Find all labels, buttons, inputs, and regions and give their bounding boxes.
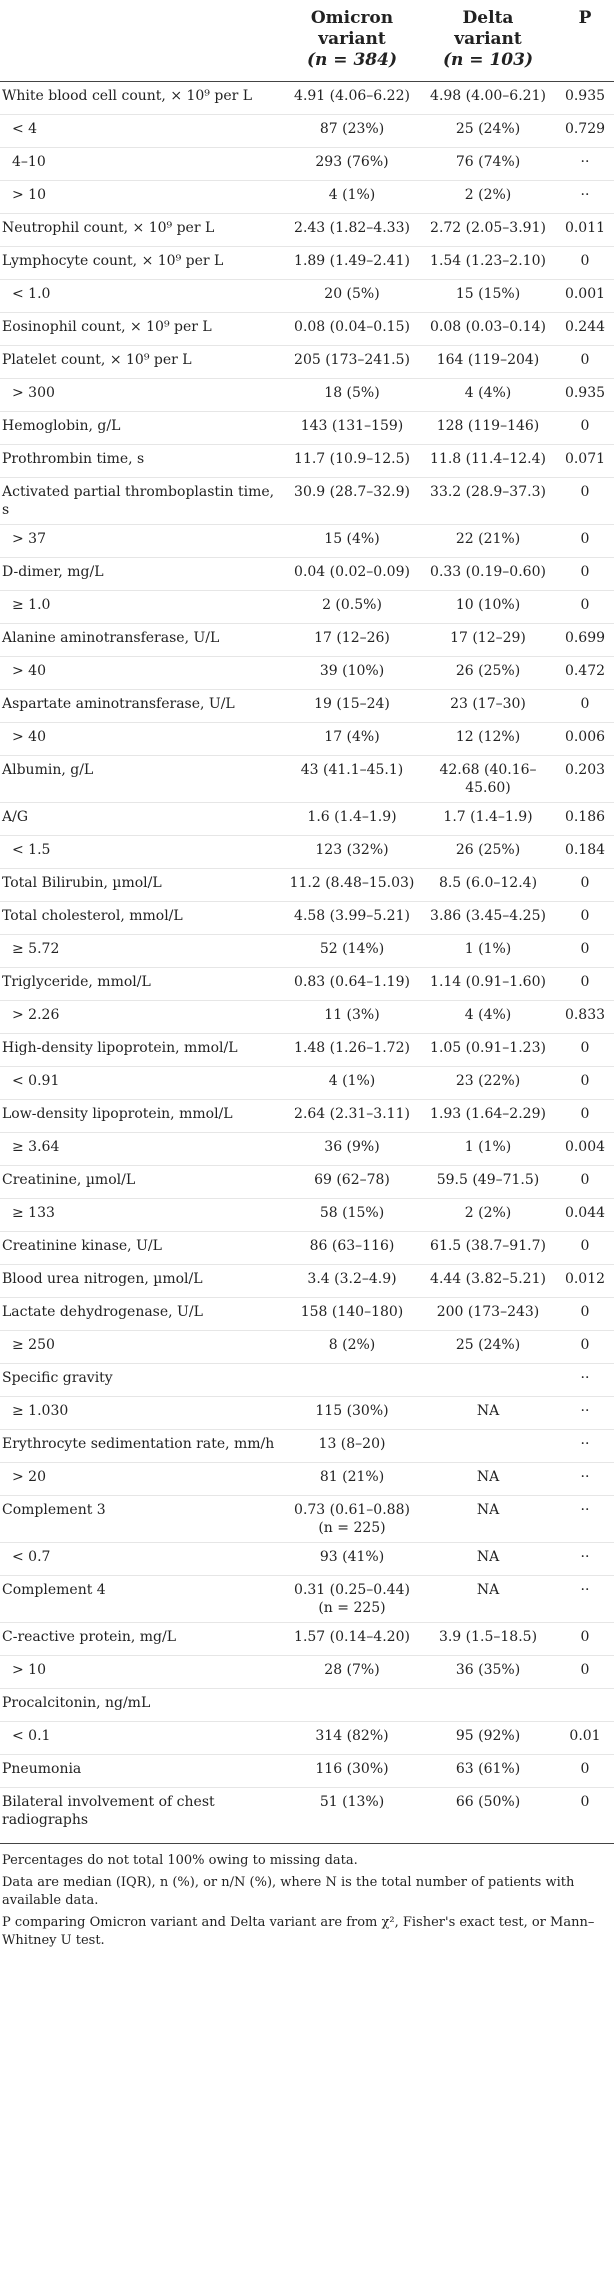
table-row: [0, 1034, 614, 1067]
row-label: < 1.0: [0, 280, 284, 313]
table-row: [0, 1430, 614, 1463]
row-label: C-reactive protein, mg/L: [0, 1623, 284, 1656]
row-label: Neutrophil count, × 10⁹ per L: [0, 214, 284, 247]
row-label: Total cholesterol, mmol/L: [0, 902, 284, 935]
omicron-value: 0.31 (0.25–0.44) (n = 225): [284, 1576, 420, 1623]
omicron-value: 18 (5%): [284, 379, 420, 412]
delta-value: 33.2 (28.9–37.3): [420, 478, 556, 525]
delta-value: NA: [420, 1543, 556, 1576]
p-value: 0: [556, 1656, 614, 1689]
table-row: [0, 1133, 614, 1166]
table-row: [0, 1199, 614, 1232]
table-row: [0, 280, 614, 313]
footnote-missing-data: Percentages do not total 100% owing to missing data.: [2, 1853, 358, 1868]
delta-value: 1.7 (1.4–1.9): [420, 803, 556, 836]
p-value: 0: [556, 558, 614, 591]
table-row: [0, 313, 614, 346]
p-value: 0.001: [556, 280, 614, 313]
omicron-value: 51 (13%): [284, 1788, 420, 1840]
row-label: ≥ 3.64: [0, 1133, 284, 1166]
p-value: 0: [556, 346, 614, 379]
delta-value: 3.9 (1.5–18.5): [420, 1623, 556, 1656]
omicron-value: 8 (2%): [284, 1331, 420, 1364]
row-label: High-density lipoprotein, mmol/L: [0, 1034, 284, 1067]
row-label: < 4: [0, 115, 284, 148]
p-value: 0.071: [556, 445, 614, 478]
delta-value: 200 (173–243): [420, 1298, 556, 1331]
table-row: [0, 803, 614, 836]
table-row: [0, 247, 614, 280]
row-label: Erythrocyte sedimentation rate, mm/h: [0, 1430, 284, 1463]
table-row: [0, 558, 614, 591]
omicron-value: 314 (82%): [284, 1722, 420, 1755]
omicron-value: 93 (41%): [284, 1543, 420, 1576]
delta-value: 0.08 (0.03–0.14): [420, 313, 556, 346]
delta-value: [420, 1689, 556, 1722]
row-label: > 10: [0, 1656, 284, 1689]
table-row: [0, 591, 614, 624]
p-value: 0.044: [556, 1199, 614, 1232]
omicron-value: 4.91 (4.06–6.22): [284, 82, 420, 115]
p-value: 0: [556, 1623, 614, 1656]
table-body: [0, 82, 614, 1840]
p-value: 0: [556, 1298, 614, 1331]
row-label: < 0.7: [0, 1543, 284, 1576]
row-label: Alanine aminotransferase, U/L: [0, 624, 284, 657]
row-label: Procalcitonin, ng/mL: [0, 1689, 284, 1722]
omicron-value: 3.4 (3.2–4.9): [284, 1265, 420, 1298]
table-row: [0, 445, 614, 478]
omicron-value: 11 (3%): [284, 1001, 420, 1034]
omicron-value: 158 (140–180): [284, 1298, 420, 1331]
row-label: Hemoglobin, g/L: [0, 412, 284, 445]
table-row: [0, 1496, 614, 1543]
p-value: ··: [556, 148, 614, 181]
p-value: 0: [556, 478, 614, 525]
delta-value: 26 (25%): [420, 836, 556, 869]
omicron-value: 123 (32%): [284, 836, 420, 869]
omicron-value: 86 (63–116): [284, 1232, 420, 1265]
delta-value: 10 (10%): [420, 591, 556, 624]
row-label: Specific gravity: [0, 1364, 284, 1397]
omicron-value: [284, 1364, 420, 1397]
p-value: 0: [556, 1034, 614, 1067]
row-label: Complement 3: [0, 1496, 284, 1543]
header-omicron-n: (n = 384): [306, 50, 397, 70]
table-row: [0, 1232, 614, 1265]
omicron-value: 20 (5%): [284, 280, 420, 313]
p-value: 0: [556, 935, 614, 968]
omicron-value: 19 (15–24): [284, 690, 420, 723]
p-value: 0: [556, 869, 614, 902]
row-label: Lactate dehydrogenase, U/L: [0, 1298, 284, 1331]
p-value: 0.935: [556, 82, 614, 115]
delta-value: 1.14 (0.91–1.60): [420, 968, 556, 1001]
omicron-value: 17 (4%): [284, 723, 420, 756]
row-label: > 300: [0, 379, 284, 412]
p-value: 0.203: [556, 756, 614, 803]
header-omicron-line1: Omicron: [310, 8, 394, 28]
p-value: 0.699: [556, 624, 614, 657]
omicron-value: 11.2 (8.48–15.03): [284, 869, 420, 902]
omicron-value: 4 (1%): [284, 181, 420, 214]
omicron-value: 81 (21%): [284, 1463, 420, 1496]
p-value: 0: [556, 1755, 614, 1788]
omicron-value: 205 (173–241.5): [284, 346, 420, 379]
p-value: 0.006: [556, 723, 614, 756]
p-value: 0.186: [556, 803, 614, 836]
table-row: [0, 148, 614, 181]
omicron-value: 11.7 (10.9–12.5): [284, 445, 420, 478]
p-value: [556, 1689, 614, 1722]
row-label: ≥ 1.030: [0, 1397, 284, 1430]
omicron-value: 39 (10%): [284, 657, 420, 690]
row-label: ≥ 1.0: [0, 591, 284, 624]
delta-value: 1 (1%): [420, 935, 556, 968]
p-value: 0: [556, 968, 614, 1001]
delta-value: 42.68 (40.16–45.60): [420, 756, 556, 803]
p-value: 0.011: [556, 214, 614, 247]
table-row: [0, 902, 614, 935]
table-row: [0, 756, 614, 803]
delta-value: 15 (15%): [420, 280, 556, 313]
row-label: Pneumonia: [0, 1755, 284, 1788]
p-value: ··: [556, 1430, 614, 1463]
p-value: ··: [556, 181, 614, 214]
p-value: 0: [556, 412, 614, 445]
row-label: Lymphocyte count, × 10⁹ per L: [0, 247, 284, 280]
p-value: ··: [556, 1543, 614, 1576]
row-label: Eosinophil count, × 10⁹ per L: [0, 313, 284, 346]
p-value: 0.01: [556, 1722, 614, 1755]
header-omicron-line2: variant: [318, 29, 386, 49]
table-row: [0, 624, 614, 657]
omicron-value: 52 (14%): [284, 935, 420, 968]
table-row: [0, 1166, 614, 1199]
row-label: Total Bilirubin, µmol/L: [0, 869, 284, 902]
header-omicron: [284, 0, 420, 82]
delta-value: 12 (12%): [420, 723, 556, 756]
delta-value: 36 (35%): [420, 1656, 556, 1689]
p-value: ··: [556, 1397, 614, 1430]
p-value: 0.935: [556, 379, 614, 412]
table-row: [0, 1788, 614, 1840]
row-label: > 2.26: [0, 1001, 284, 1034]
omicron-value: 0.73 (0.61–0.88) (n = 225): [284, 1496, 420, 1543]
footnote-statistics: P comparing Omicron variant and Delta variant are from χ², Fisher's exact test, or Mann–Whitney U test.: [2, 1915, 595, 1948]
delta-value: 66 (50%): [420, 1788, 556, 1840]
omicron-value: 13 (8–20): [284, 1430, 420, 1463]
footnote-data-format: Data are median (IQR), n (%), or n/N (%), where N is the total number of patients with available data.: [2, 1875, 575, 1908]
omicron-value: 69 (62–78): [284, 1166, 420, 1199]
row-label: Creatinine kinase, U/L: [0, 1232, 284, 1265]
omicron-value: 1.48 (1.26–1.72): [284, 1034, 420, 1067]
table-row: [0, 1623, 614, 1656]
row-label: < 0.1: [0, 1722, 284, 1755]
omicron-value: 293 (76%): [284, 148, 420, 181]
row-label: Bilateral involvement of chest radiographs: [0, 1788, 284, 1840]
table-row: [0, 690, 614, 723]
delta-value: 8.5 (6.0–12.4): [420, 869, 556, 902]
row-label: Albumin, g/L: [0, 756, 284, 803]
delta-value: 23 (22%): [420, 1067, 556, 1100]
delta-value: NA: [420, 1576, 556, 1623]
omicron-value: 28 (7%): [284, 1656, 420, 1689]
delta-value: 2 (2%): [420, 181, 556, 214]
table-footnotes: [0, 1843, 614, 1950]
delta-value: 4.44 (3.82–5.21): [420, 1265, 556, 1298]
row-label: Creatinine, µmol/L: [0, 1166, 284, 1199]
delta-value: [420, 1430, 556, 1463]
table-row: [0, 935, 614, 968]
table-row: [0, 1722, 614, 1755]
table-row: [0, 1100, 614, 1133]
omicron-value: 2.64 (2.31–3.11): [284, 1100, 420, 1133]
table-row: [0, 1331, 614, 1364]
delta-value: 1.93 (1.64–2.29): [420, 1100, 556, 1133]
header-delta: [420, 0, 556, 82]
row-label: > 37: [0, 525, 284, 558]
table-row: [0, 1576, 614, 1623]
table-row: [0, 379, 614, 412]
omicron-value: 43 (41.1–45.1): [284, 756, 420, 803]
row-label: ≥ 5.72: [0, 935, 284, 968]
delta-value: 22 (21%): [420, 525, 556, 558]
delta-value: 3.86 (3.45–4.25): [420, 902, 556, 935]
row-label: > 40: [0, 723, 284, 756]
row-label: > 10: [0, 181, 284, 214]
delta-value: 4 (4%): [420, 1001, 556, 1034]
delta-value: NA: [420, 1463, 556, 1496]
delta-value: 25 (24%): [420, 1331, 556, 1364]
row-label: D-dimer, mg/L: [0, 558, 284, 591]
row-label: > 40: [0, 657, 284, 690]
p-value: 0.472: [556, 657, 614, 690]
p-value: ··: [556, 1364, 614, 1397]
table-row: [0, 836, 614, 869]
p-value: 0: [556, 1067, 614, 1100]
table-row: [0, 1689, 614, 1722]
header-delta-line2: variant: [454, 29, 522, 49]
omicron-value: [284, 1689, 420, 1722]
row-label: Aspartate aminotransferase, U/L: [0, 690, 284, 723]
table-row: [0, 1067, 614, 1100]
row-label: < 1.5: [0, 836, 284, 869]
row-label: > 20: [0, 1463, 284, 1496]
table-row: [0, 346, 614, 379]
delta-value: 1.05 (0.91–1.23): [420, 1034, 556, 1067]
p-value: 0.012: [556, 1265, 614, 1298]
p-value: ··: [556, 1576, 614, 1623]
omicron-value: 17 (12–26): [284, 624, 420, 657]
delta-value: 164 (119–204): [420, 346, 556, 379]
delta-value: 2.72 (2.05–3.91): [420, 214, 556, 247]
p-value: 0.184: [556, 836, 614, 869]
row-label: Platelet count, × 10⁹ per L: [0, 346, 284, 379]
p-value: ··: [556, 1463, 614, 1496]
omicron-value: 4.58 (3.99–5.21): [284, 902, 420, 935]
row-label: White blood cell count, × 10⁹ per L: [0, 82, 284, 115]
omicron-value: 36 (9%): [284, 1133, 420, 1166]
p-value: 0: [556, 902, 614, 935]
row-label: Activated partial thromboplastin time, s: [0, 478, 284, 525]
p-value: 0.004: [556, 1133, 614, 1166]
table-row: [0, 723, 614, 756]
table-row: [0, 657, 614, 690]
row-label: Prothrombin time, s: [0, 445, 284, 478]
p-value: 0: [556, 1331, 614, 1364]
table-row: [0, 478, 614, 525]
omicron-value: 87 (23%): [284, 115, 420, 148]
table-row: [0, 1463, 614, 1496]
row-label: ≥ 250: [0, 1331, 284, 1364]
row-label: ≥ 133: [0, 1199, 284, 1232]
table-row: [0, 968, 614, 1001]
table-row: [0, 181, 614, 214]
delta-value: 61.5 (38.7–91.7): [420, 1232, 556, 1265]
p-value: 0: [556, 525, 614, 558]
delta-value: [420, 1364, 556, 1397]
table-row: [0, 1265, 614, 1298]
omicron-value: 0.83 (0.64–1.19): [284, 968, 420, 1001]
p-value: 0.833: [556, 1001, 614, 1034]
table-row: [0, 1543, 614, 1576]
header-p: P: [556, 0, 614, 82]
delta-value: 1 (1%): [420, 1133, 556, 1166]
table-row: [0, 82, 614, 115]
omicron-value: 58 (15%): [284, 1199, 420, 1232]
p-value: ··: [556, 1496, 614, 1543]
p-value: 0.729: [556, 115, 614, 148]
p-value: 0.244: [556, 313, 614, 346]
table-row: [0, 1001, 614, 1034]
omicron-value: 15 (4%): [284, 525, 420, 558]
header-delta-n: (n = 103): [442, 50, 533, 70]
row-label: < 0.91: [0, 1067, 284, 1100]
p-value: 0: [556, 690, 614, 723]
header-label-column: [0, 0, 284, 82]
table-row: [0, 869, 614, 902]
delta-value: NA: [420, 1496, 556, 1543]
p-value: 0: [556, 1232, 614, 1265]
table-row: [0, 525, 614, 558]
omicron-value: 1.57 (0.14–4.20): [284, 1623, 420, 1656]
delta-value: 23 (17–30): [420, 690, 556, 723]
omicron-value: 0.08 (0.04–0.15): [284, 313, 420, 346]
delta-value: 128 (119–146): [420, 412, 556, 445]
row-label: Low-density lipoprotein, mmol/L: [0, 1100, 284, 1133]
omicron-value: 2 (0.5%): [284, 591, 420, 624]
p-value: 0: [556, 591, 614, 624]
table-row: [0, 1755, 614, 1788]
delta-value: 25 (24%): [420, 115, 556, 148]
omicron-value: 0.04 (0.02–0.09): [284, 558, 420, 591]
delta-value: 95 (92%): [420, 1722, 556, 1755]
delta-value: 26 (25%): [420, 657, 556, 690]
table-row: [0, 412, 614, 445]
row-label: Triglyceride, mmol/L: [0, 968, 284, 1001]
delta-value: 11.8 (11.4–12.4): [420, 445, 556, 478]
row-label: 4–10: [0, 148, 284, 181]
delta-value: NA: [420, 1397, 556, 1430]
header-delta-line1: Delta: [462, 8, 514, 28]
omicron-value: 4 (1%): [284, 1067, 420, 1100]
delta-value: 63 (61%): [420, 1755, 556, 1788]
delta-value: 0.33 (0.19–0.60): [420, 558, 556, 591]
p-value: 0: [556, 1100, 614, 1133]
omicron-value: 116 (30%): [284, 1755, 420, 1788]
row-label: Blood urea nitrogen, µmol/L: [0, 1265, 284, 1298]
omicron-value: 143 (131–159): [284, 412, 420, 445]
omicron-value: 1.6 (1.4–1.9): [284, 803, 420, 836]
table-row: [0, 1397, 614, 1430]
table-row: [0, 1298, 614, 1331]
row-label: Complement 4: [0, 1576, 284, 1623]
row-label: A/G: [0, 803, 284, 836]
table-row: [0, 214, 614, 247]
delta-value: 17 (12–29): [420, 624, 556, 657]
omicron-value: 115 (30%): [284, 1397, 420, 1430]
omicron-value: 1.89 (1.49–2.41): [284, 247, 420, 280]
table-row: [0, 115, 614, 148]
table-header: [0, 0, 614, 82]
table-row: [0, 1364, 614, 1397]
delta-value: 59.5 (49–71.5): [420, 1166, 556, 1199]
delta-value: 2 (2%): [420, 1199, 556, 1232]
delta-value: 1.54 (1.23–2.10): [420, 247, 556, 280]
delta-value: 4 (4%): [420, 379, 556, 412]
p-value: 0: [556, 1788, 614, 1840]
omicron-value: 30.9 (28.7–32.9): [284, 478, 420, 525]
table-row: [0, 1656, 614, 1689]
delta-value: 4.98 (4.00–6.21): [420, 82, 556, 115]
p-value: 0: [556, 1166, 614, 1199]
delta-value: 76 (74%): [420, 148, 556, 181]
omicron-value: 2.43 (1.82–4.33): [284, 214, 420, 247]
p-value: 0: [556, 247, 614, 280]
